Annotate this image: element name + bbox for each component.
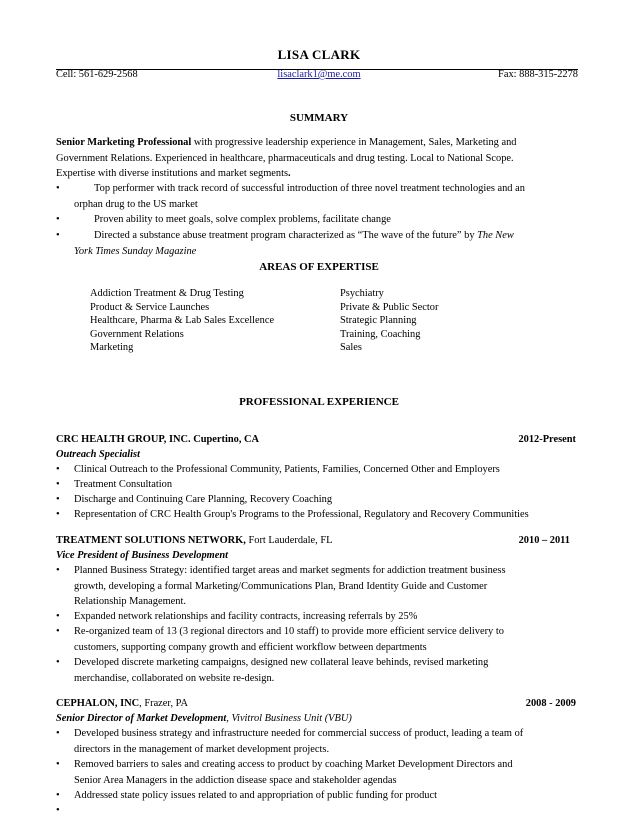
job-2-title: Vice President of Business Development xyxy=(56,550,229,561)
job-2-bullet-line: growth, developing a formal Marketing/Communications Plan, Brand Identity Guide and Customer xyxy=(74,580,488,592)
expertise-item: Psychiatry xyxy=(340,288,384,299)
job-3-company: CEPHALON, INC xyxy=(56,698,140,709)
bullet-dot: • xyxy=(56,759,60,770)
bullet-dot: • xyxy=(56,657,60,668)
bullet-dot: • xyxy=(56,728,60,739)
expertise-item: Government Relations xyxy=(90,328,184,340)
job-3-header xyxy=(56,696,576,712)
job-3-bullet-line: Addressed state policy issues related to and appropriation of public funding for product xyxy=(74,790,438,801)
bullet-dot: • xyxy=(56,464,60,475)
job-2-location: Fort Lauderdale, FL xyxy=(245,535,333,546)
bullet-dot: • xyxy=(56,565,60,576)
job-2-bullet-line: Developed discrete marketing campaigns, designed new collateral leave behinds, revised marketing xyxy=(74,657,489,668)
job-1-dates: 2012-Present xyxy=(518,434,576,445)
job-2-bullet-line: Relationship Management. xyxy=(74,596,186,607)
job-2-bullet-line: merchandise, collaborated on website re-design. xyxy=(74,672,275,684)
job-2-bullet-line: customers, supporting company growth and efficient workflow between departments xyxy=(74,641,427,653)
job-3-dates: 2008 - 2009 xyxy=(525,698,576,709)
summary-bullet-3-italic2: York Times Sunday Magazine xyxy=(74,245,197,257)
job-3-location: , Frazer, PA xyxy=(139,698,188,709)
bullet-dot: • xyxy=(56,214,60,225)
expertise-item: Training, Coaching xyxy=(340,328,421,340)
bullet-dot: • xyxy=(56,805,60,816)
expertise-item: Marketing xyxy=(90,342,134,353)
summary-bullet-2-line1: Proven ability to meet goals, solve complex problems, facilitate change xyxy=(94,214,391,225)
job-3-bullet-line: Senior Area Managers in the addiction disease space and stakeholder agendas xyxy=(74,774,397,786)
summary-bullet-1-line1: Top performer with track record of successful introduction of three novel treatment technologies and an xyxy=(94,183,525,194)
job-1-bullet-text: Discharge and Continuing Care Planning, Recovery Coaching xyxy=(74,494,333,505)
summary-intro-bold: Senior Marketing Professional xyxy=(56,137,192,148)
expertise-left-list xyxy=(90,287,274,355)
expertise-item: Strategic Planning xyxy=(340,315,417,326)
expertise-item: Healthcare, Pharma & Lab Sales Excellence xyxy=(90,315,275,326)
bullet-dot: • xyxy=(56,230,60,241)
job-2-dates: 2010 – 2011 xyxy=(518,535,570,546)
summary-bullet-3-line1: Directed a substance abuse treatment program characterized as “The wave of the future” by xyxy=(94,230,478,241)
email-link[interactable]: lisaclark1@me.com xyxy=(277,69,361,80)
summary-intro-period: . xyxy=(288,168,291,179)
summary-intro xyxy=(56,135,576,182)
job-1-bullet-text: Representation of CRC Health Group's Programs to the Professional, Regulatory and Recovery Communities xyxy=(74,509,529,520)
job-1-header xyxy=(56,432,576,448)
job-1-bullet-text: Treatment Consultation xyxy=(74,479,173,490)
job-3-title-row xyxy=(56,711,576,727)
expertise-item: Addiction Treatment & Drug Testing xyxy=(90,288,244,299)
summary-intro-line2: Government Relations. Experienced in healthcare, pharmaceuticals and drug testing. Local to National Scope. xyxy=(56,152,514,164)
bullet-dot: • xyxy=(56,626,60,637)
job-2-bullet-line: Re-organized team of 13 (3 regional directors and 10 staff) to provide more efficient service delivery to xyxy=(74,626,504,637)
bullet-dot: • xyxy=(56,611,60,622)
summary-intro-line1: with progressive leadership experience in Management, Sales, Marketing and xyxy=(191,137,517,148)
job-2-bullet-line: Expanded network relationships and facility contracts, increasing referrals by 25% xyxy=(74,611,418,622)
summary-intro-line3: Expertise with diverse institutions and market segments xyxy=(56,168,289,179)
job-3-title: Senior Director of Market Development xyxy=(56,713,227,724)
job-2-company: TREATMENT SOLUTIONS NETWORK, xyxy=(56,535,246,546)
bullet-dot: • xyxy=(56,479,60,490)
bullet-dot: • xyxy=(56,790,60,801)
summary-bullet-1-line2: orphan drug to the US market xyxy=(74,198,198,210)
expertise-heading: AREAS OF EXPERTISE xyxy=(259,261,379,273)
job-1-bullet-text: Clinical Outreach to the Professional Community, Patients, Families, Concerned Other and Employers xyxy=(74,464,500,475)
job-2-header xyxy=(56,533,576,549)
job-2-bullet-line: Planned Business Strategy: identified target areas and market segments for addiction treatment business xyxy=(74,565,506,576)
expertise-item: Product & Service Launches xyxy=(90,301,210,313)
job-3-bullet-line: directors in the management of market development projects. xyxy=(74,743,330,755)
expertise-right-list xyxy=(340,287,438,355)
bullet-dot: • xyxy=(56,509,60,520)
expertise-item: Sales xyxy=(340,342,362,353)
bullet-dot: • xyxy=(56,183,60,194)
bullet-dot: • xyxy=(56,494,60,505)
job-3-bullet-line: Developed business strategy and infrastructure needed for commercial success of product, leading a team of xyxy=(74,728,524,739)
expertise-item: Private & Public Sector xyxy=(340,301,439,313)
job-3-title-rest: , Vivitrol Business Unit (VBU) xyxy=(226,713,352,724)
cell-phone: Cell: 561-629-2568 xyxy=(56,69,138,80)
job-1-company: CRC HEALTH GROUP, INC. Cupertino, CA xyxy=(56,434,260,445)
fax-number: Fax: 888-315-2278 xyxy=(498,69,578,80)
summary-bullet-3-italic1: The New xyxy=(477,230,514,241)
job-1-title: Outreach Specialist xyxy=(56,449,140,460)
summary-heading: SUMMARY xyxy=(289,112,349,124)
candidate-name: LISA CLARK xyxy=(277,47,361,62)
job-3-bullet-line: Removed barriers to sales and creating access to product by coaching Market Development Directors and xyxy=(74,759,513,770)
experience-heading: PROFESSIONAL EXPERIENCE xyxy=(239,396,399,408)
